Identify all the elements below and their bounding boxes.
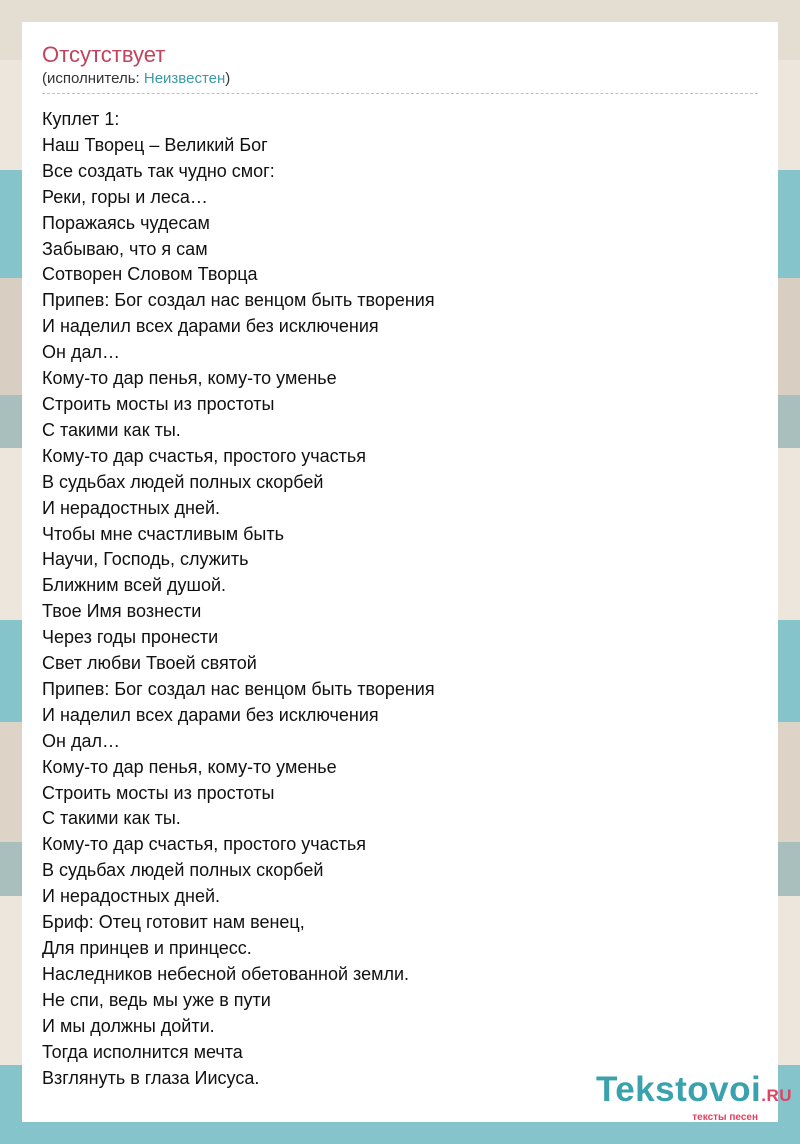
lyric-line: Строить мосты из простоты (42, 393, 275, 414)
logo-domain-suffix: .RU (761, 1086, 792, 1105)
lyric-line: Он дал… (42, 342, 120, 363)
logo-wordmark: Tekstovoi (595, 1070, 762, 1109)
lyric-line: Припев: Бог создал нас венцом быть творения (42, 678, 435, 699)
performer-suffix: ) (225, 70, 231, 87)
lyric-line: Наш Творец – Великий Бог (42, 134, 268, 155)
lyric-line: Ближним всей душой. (42, 575, 227, 596)
lyric-line: В судьбах людей полных скорбей (42, 860, 324, 881)
lyric-line: Научи, Господь, служить (42, 549, 249, 570)
lyric-line: Забываю, что я сам (42, 238, 208, 259)
performer-name-link[interactable]: Неизвестен (143, 70, 226, 87)
lyric-line: Куплет 1: (42, 109, 120, 129)
lyric-line: Чтобы мне счастливым быть (42, 523, 284, 544)
lyric-line: Все создать так чудно смог: (42, 160, 275, 181)
lyric-line: Бриф: Отец готовит нам венец, (42, 912, 305, 933)
lyric-line: С такими как ты. (42, 419, 181, 440)
lyric-line: Кому-то дар пенья, кому-то уменье (42, 756, 337, 777)
song-title: Отсутствует (42, 42, 166, 67)
lyric-line: Кому-то дар счастья, простого участья (42, 445, 366, 466)
lyric-line: Наследников небесной обетованной земли. (42, 963, 410, 984)
lyric-line: С такими как ты. (42, 808, 181, 829)
lyric-line: Поражаясь чудесам (42, 212, 210, 233)
lyric-line: Он дал… (42, 730, 120, 751)
lyrics-body (42, 107, 758, 1091)
lyric-line: Тогда исполнится мечта (42, 1041, 243, 1062)
lyric-line: Свет любви Твоей святой (42, 653, 257, 674)
performer-line (42, 69, 758, 94)
lyric-line: Строить мосты из простоты (42, 782, 275, 803)
lyric-line: И нерадостных дней. (42, 886, 221, 907)
lyric-line: И наделил всех дарами без исключения (42, 316, 379, 337)
lyric-line: Не спи, ведь мы уже в пути (42, 989, 271, 1010)
lyrics-card (22, 22, 778, 1122)
lyric-line: И наделил всех дарами без исключения (42, 704, 379, 725)
lyric-line: И нерадостных дней. (42, 497, 221, 518)
lyric-line: Твое Имя вознести (42, 601, 202, 622)
lyric-line: В судьбах людей полных скорбей (42, 471, 324, 492)
lyric-line: Кому-то дар пенья, кому-то уменье (42, 368, 337, 389)
logo-tagline: тексты песен (692, 1112, 758, 1123)
lyric-line: Сотворен Словом Творца (42, 264, 258, 285)
lyric-line: Через годы пронести (42, 627, 219, 648)
lyric-line: Реки, горы и леса… (42, 186, 208, 207)
lyric-line: Припев: Бог создал нас венцом быть творения (42, 290, 435, 311)
lyric-line: Кому-то дар счастья, простого участья (42, 834, 366, 855)
lyric-line: И мы должны дойти. (42, 1015, 215, 1036)
performer-prefix: (исполнитель: (42, 70, 144, 87)
lyric-line: Взглянуть в глаза Иисуса. (42, 1067, 260, 1088)
site-logo (596, 1072, 792, 1124)
lyric-line: Для принцев и принцесс. (42, 938, 252, 958)
